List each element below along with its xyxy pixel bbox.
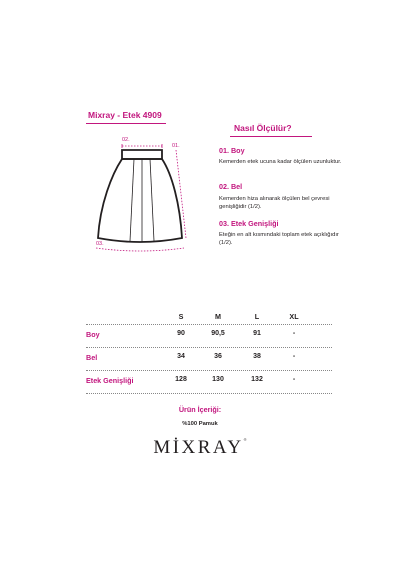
header-xl: XL [289,312,299,321]
header-m: M [215,312,221,321]
cell-value: 132 [251,376,263,383]
content-heading: Ürün İçeriği: [178,405,222,414]
cell-value: - [292,353,296,360]
size-table-header [86,312,332,324]
how-to-measure-heading: Nasıl Ölçülür? [234,123,292,133]
skirt-waistband [122,150,162,159]
table-row [86,347,332,370]
content-value: %100 Pamuk [182,421,218,427]
cell-value: 38 [253,353,261,360]
cell-value: 90 [177,330,185,337]
header-s: S [178,312,184,321]
header-l: L [254,312,260,321]
diagram-label-02: 02. [122,137,130,143]
cell-value: - [292,376,296,383]
brand-logo-text: MİXRAY [153,437,244,458]
step-etek-title: 03. Etek Genişliği [219,219,279,228]
table-row [86,324,332,347]
cell-value: 130 [212,376,224,383]
step-boy-desc: Kemerden etek ucuna kadar ölçülen uzunluktur. [219,159,342,165]
row-label-bel: Bel [86,353,98,362]
cell-value: 36 [214,353,222,360]
skirt-body [98,159,182,242]
step-boy-title: 01. Boy [219,146,245,155]
size-table [86,312,332,393]
cell-value: - [292,330,296,337]
registered-mark: ® [243,437,247,442]
table-row [86,370,332,393]
diagram-label-03: 03. [96,241,104,247]
product-title: Mixray - Etek 4909 [88,110,162,120]
step-bel-desc: Kemerden hiza alınarak ölçülen bel çevresi genişliğidir (1/2). [219,196,330,210]
cell-value: 91 [253,330,261,337]
hem-measure-line [96,248,184,251]
skirt-diagram [90,134,190,252]
cell-value: 90,5 [211,330,225,337]
brand-logo [0,437,400,459]
step-bel-title: 02. Bel [219,182,243,191]
how-to-measure-underline [230,136,312,137]
cell-value: 128 [175,376,187,383]
title-underline [86,123,166,124]
row-label-etek-genisligi: Etek Genişliği [86,376,134,385]
diagram-label-01: 01. [172,143,180,149]
row-label-boy: Boy [86,330,100,339]
cell-value: 34 [177,353,185,360]
step-etek-desc: Eteğin en alt kısmındaki toplam etek açıklığıdır (1/2). [219,232,339,246]
